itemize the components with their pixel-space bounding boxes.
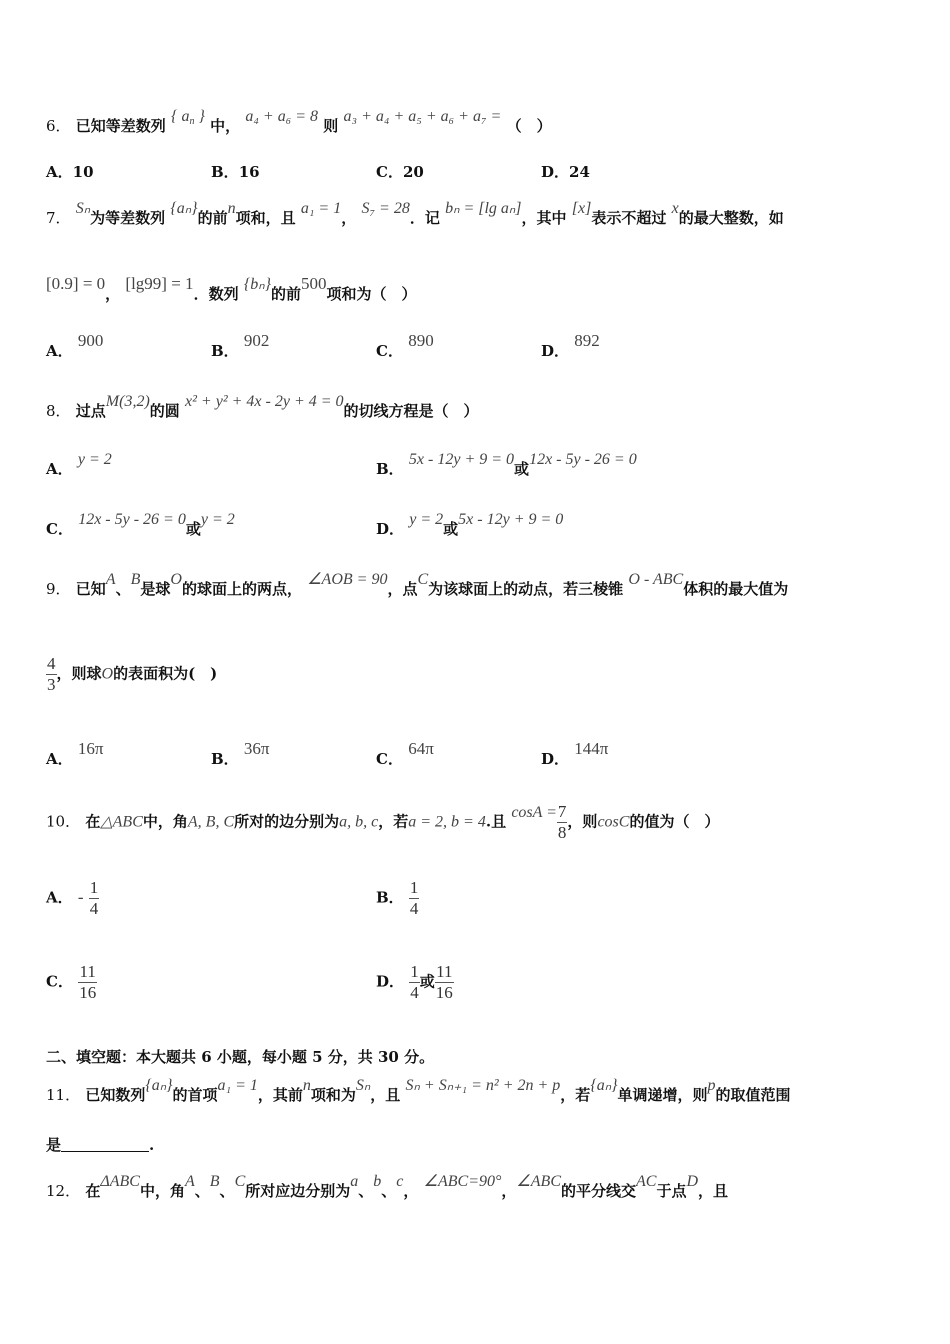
answer-blank[interactable]	[61, 1137, 149, 1152]
option-a[interactable]: A． 900	[46, 331, 104, 360]
option-a[interactable]: A．10	[46, 163, 94, 181]
question-number: 7．	[46, 209, 71, 227]
option-b[interactable]: B． 36π	[211, 739, 270, 768]
question-10-stem: 10． 在△ABC中，角A, B, C所对的边分别为a, b, c，若a = 2, b = 4.且 cosA = $\frac{7}{8}$ ，则cosC的值为（ ）	[46, 802, 720, 842]
option-d[interactable]: D． y = 2或5x - 12y + 9 = 0	[376, 511, 564, 538]
question-7-stem-line2: [0.9] = 0， [lg99] = 1．数列 {bₙ}的前500项和为（ ）	[46, 274, 417, 303]
option-a[interactable]: A． 16π	[46, 739, 104, 768]
section-title: 二、填空题：本大题共 6 小题，每小题 5 分，共 30 分。	[46, 1048, 435, 1066]
option-d[interactable]: D． 144π	[541, 739, 609, 768]
question-6-stem: 6． 已知等差数列 { $a_n$ } 中， a₄ + a₆ = 8 则 a₃ + a₄ + a₅ + a₆ + a₇ = （ ）	[46, 108, 552, 135]
option-d[interactable]: D． $\frac{1}{4}$ 或 $\frac{11}{16}$	[376, 962, 453, 1002]
question-number: 11．	[46, 1086, 81, 1104]
question-9-stem-line1: 9． 已知A、B是球O的球面上的两点， ∠AOB = 90，点C为该球面上的动点，若三棱锥 O - ABC体积的最大值为	[46, 571, 789, 598]
fraction: $\frac{7}{8}$	[557, 802, 567, 842]
option-c[interactable]: C． 890	[376, 331, 434, 360]
math-expression: a₄ + a₆ = 8	[245, 108, 319, 125]
question-number: 12．	[46, 1182, 81, 1200]
option-b[interactable]: B． 5x - 12y + 9 = 0或12x - 5y - 26 = 0	[376, 451, 637, 478]
question-7-stem-line1: 7． Sₙ为等差数列 {aₙ}的前n项和，且 a₁ = 1， S₇ = 28．记 bₙ = [lg aₙ]，其中 [x]表示不超过 x的最大整数，如	[46, 200, 784, 227]
option-c[interactable]: C． 12x - 5y - 26 = 0或y = 2	[46, 511, 235, 538]
option-c[interactable]: C． $\frac{11}{16}$	[46, 962, 97, 1002]
option-c[interactable]: C．20	[376, 163, 424, 181]
question-11-stem-line2: 是 .	[46, 1136, 155, 1154]
question-number: 6．	[46, 117, 71, 135]
math-expression: a₃ + a₄ + a₅ + a₆ + a₇ =	[343, 108, 502, 125]
option-a[interactable]: A． y = 2	[46, 451, 112, 478]
option-d[interactable]: D．24	[541, 163, 590, 181]
fraction: $\frac{4}{3}$	[47, 654, 56, 694]
option-b[interactable]: B．16	[211, 163, 260, 181]
option-b[interactable]: B． 902	[211, 331, 270, 360]
question-8-stem: 8． 过点M(3,2)的圆 x² + y² + 4x - 2y + 4 = 0的切线方程是（ ）	[46, 393, 479, 420]
option-a[interactable]: A． - $\frac{1}{4}$	[46, 878, 99, 918]
option-c[interactable]: C． 64π	[376, 739, 434, 768]
question-12-stem: 12． 在ΔABC中，角A、B、C所对应边分别为a、b、c， ∠ABC=90°，∠ABC的平分线交AC于点D，且	[46, 1173, 729, 1200]
question-9-stem-line2: $\frac{4}{3}$ ，则球O的表面积为( )	[47, 654, 218, 694]
math-sequence: { $a_n$ }	[171, 108, 205, 127]
question-11-stem-line1: 11． 已知数列{aₙ}的首项a₁ = 1，其前n项和为Sₙ，且 Sₙ + Sₙ₊₁ = n² + 2n + p，若{aₙ}单调递增，则p的取值范围	[46, 1077, 791, 1104]
option-b[interactable]: B． $\frac{1}{4}$	[376, 878, 419, 918]
question-number: 10．	[46, 812, 81, 831]
question-number: 8．	[46, 402, 71, 420]
question-number: 9．	[46, 580, 71, 598]
option-d[interactable]: D． 892	[541, 331, 600, 360]
